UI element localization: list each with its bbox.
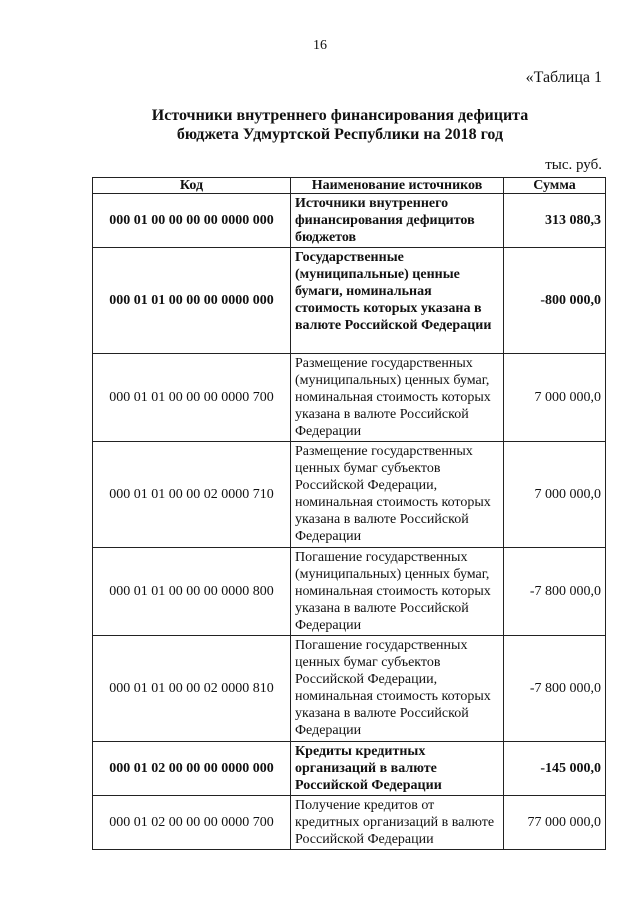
column-header-code: Код (93, 178, 291, 194)
table-row (93, 354, 606, 442)
row-name: Кредиты кредитных организаций в валюте Российской Федерации (291, 742, 504, 796)
row-sum: 77 000 000,0 (504, 796, 606, 850)
table-reference: «Таблица 1 (525, 69, 602, 86)
row-name: Погашение государственных ценных бумаг субъектов Российской Федерации, номинальная стоимость которых указана в валюте Российской Федерации (291, 636, 504, 742)
row-sum: 7 000 000,0 (504, 354, 606, 442)
row-name: Погашение государственных (муниципальных) ценных бумаг, номинальная стоимость которых указана в валюте Российской Федерации (291, 548, 504, 636)
row-code: 000 01 01 00 00 00 0000 000 (93, 248, 291, 354)
units-label: тыс. руб. (545, 157, 602, 173)
row-name: Источники внутреннего финансирования дефицитов бюджетов (291, 194, 504, 248)
column-header-sum: Сумма (504, 178, 606, 194)
row-code: 000 01 01 00 00 00 0000 700 (93, 354, 291, 442)
financing-sources-table (92, 177, 606, 850)
row-name: Размещение государственных ценных бумаг субъектов Российской Федерации, номинальная стоимость которых указана в валюте Российской Федерации (291, 442, 504, 548)
row-sum: -800 000,0 (504, 248, 606, 354)
row-sum: -7 800 000,0 (504, 636, 606, 742)
document-title-line-2: бюджета Удмуртской Республики на 2018 год (176, 126, 504, 143)
table-row (93, 796, 606, 850)
table-row (93, 248, 606, 354)
row-code: 000 01 01 00 00 02 0000 710 (93, 442, 291, 548)
row-code: 000 01 02 00 00 00 0000 000 (93, 742, 291, 796)
row-name: Получение кредитов от кредитных организаций в валюте Российской Федерации (291, 796, 504, 850)
table-row (93, 548, 606, 636)
row-code: 000 01 01 00 00 02 0000 810 (93, 636, 291, 742)
table-header-row (93, 178, 606, 194)
table-row (93, 742, 606, 796)
row-sum: 313 080,3 (504, 194, 606, 248)
row-name: Государственные (муниципальные) ценные бумаги, номинальная стоимость которых указана в валюте Российской Федерации (291, 248, 504, 354)
document-title-line-1: Источники внутреннего финансирования дефицита (151, 107, 529, 124)
document-title (80, 106, 600, 144)
column-header-name: Наименование источников (291, 178, 504, 194)
row-name: Размещение государственных (муниципальных) ценных бумаг, номинальная стоимость которых указана в валюте Российской Федерации (291, 354, 504, 442)
table-row (93, 636, 606, 742)
row-sum: -145 000,0 (504, 742, 606, 796)
table-row (93, 194, 606, 248)
row-sum: 7 000 000,0 (504, 442, 606, 548)
row-code: 000 01 00 00 00 00 0000 000 (93, 194, 291, 248)
table-row (93, 442, 606, 548)
page-number: 16 (313, 38, 327, 53)
row-code: 000 01 02 00 00 00 0000 700 (93, 796, 291, 850)
row-sum: -7 800 000,0 (504, 548, 606, 636)
row-code: 000 01 01 00 00 00 0000 800 (93, 548, 291, 636)
